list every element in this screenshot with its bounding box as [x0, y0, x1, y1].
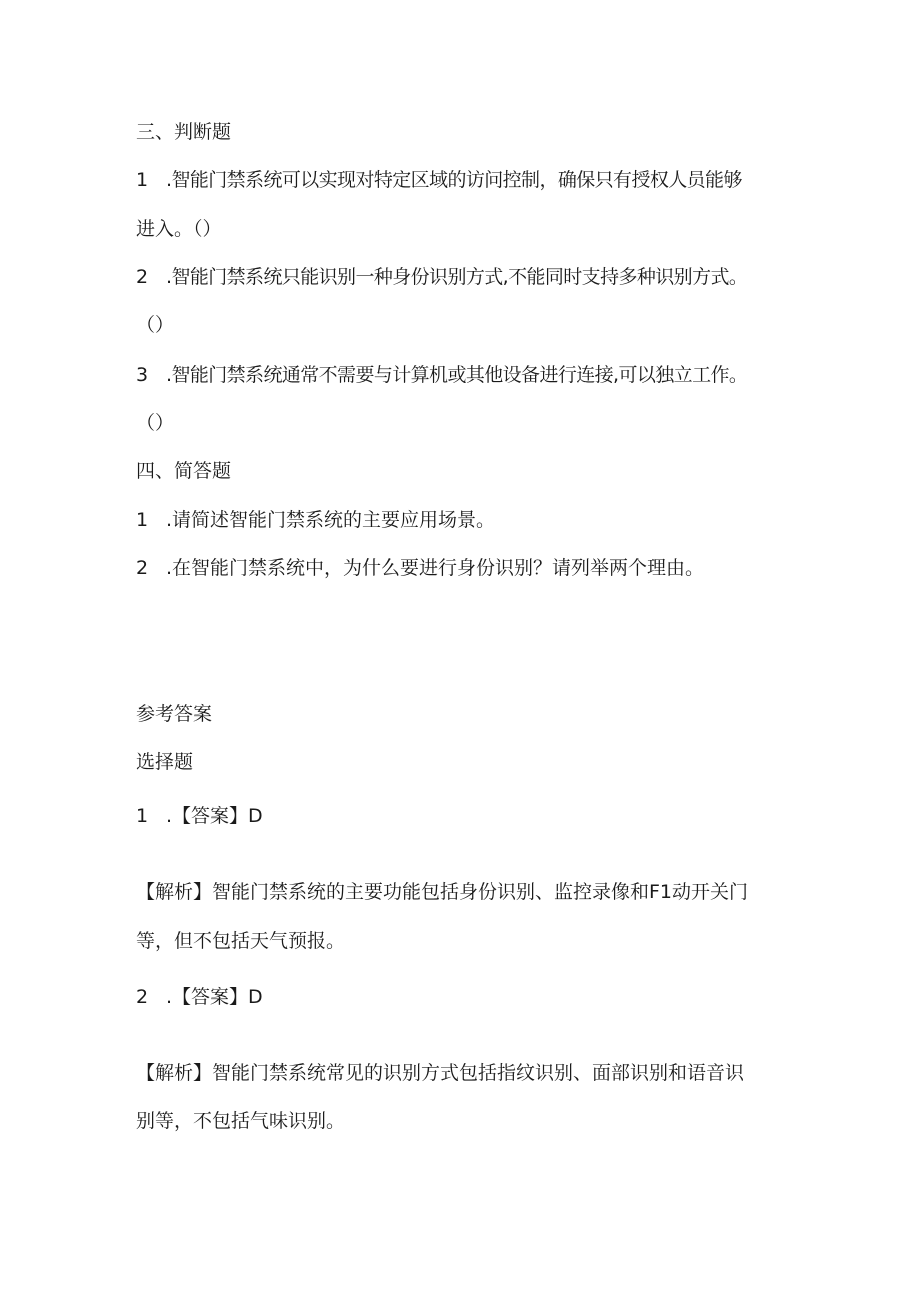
question-text: .智能门禁系统可以实现对特定区域的访问控制，确保只有授权人员能够 [166, 169, 742, 191]
question-text: .智能门禁系统只能识别一种身份识别方式,不能同时支持多种识别方式。 [166, 266, 748, 288]
judgment-question-1 [136, 168, 796, 192]
answer-number: 2 [136, 986, 149, 1008]
answer-1 [136, 804, 796, 828]
answer-text: .【答案】D [166, 805, 263, 827]
analysis-1-line-2: 等，但不包括天气预报。 [136, 930, 346, 952]
judgment-question-1-continued: 进入。（） [136, 218, 222, 240]
answer-2 [136, 985, 796, 1009]
answer-number: 1 [136, 805, 149, 827]
section-heading-judgment: 三、判断题 [136, 121, 232, 143]
judgment-question-2-bracket: （） [136, 314, 175, 336]
analysis-1-line-1: 【解析】智能门禁系统的主要功能包括身份识别、监控录像和F1动开关门 [136, 881, 749, 903]
question-number: 1 [136, 509, 149, 531]
answers-title: 参考答案 [136, 703, 213, 725]
judgment-question-2 [136, 265, 796, 289]
analysis-2-line-1: 【解析】智能门禁系统常见的识别方式包括指纹识别、面部识别和语音识 [136, 1062, 745, 1084]
question-number: 2 [136, 266, 148, 288]
short-answer-question-2 [136, 556, 796, 580]
question-text: .智能门禁系统通常不需要与计算机或其他设备进行连接,可以独立工作。 [166, 364, 748, 386]
answers-subtitle: 选择题 [136, 751, 194, 773]
question-number: 3 [136, 364, 148, 386]
analysis-2-line-2: 别等，不包括气味识别。 [136, 1110, 346, 1132]
short-answer-question-1 [136, 508, 796, 532]
question-number: 2 [136, 557, 149, 579]
judgment-question-3 [136, 363, 796, 387]
section-heading-short-answer: 四、简答题 [136, 460, 232, 482]
question-text: .请简述智能门禁系统的主要应用场景。 [166, 509, 496, 531]
judgment-question-3-bracket: （） [136, 412, 175, 434]
question-text: .在智能门禁系统中，为什么要进行身份识别？请列举两个理由。 [166, 557, 705, 579]
question-number: 1 [136, 169, 148, 191]
answer-text: .【答案】D [166, 986, 263, 1008]
